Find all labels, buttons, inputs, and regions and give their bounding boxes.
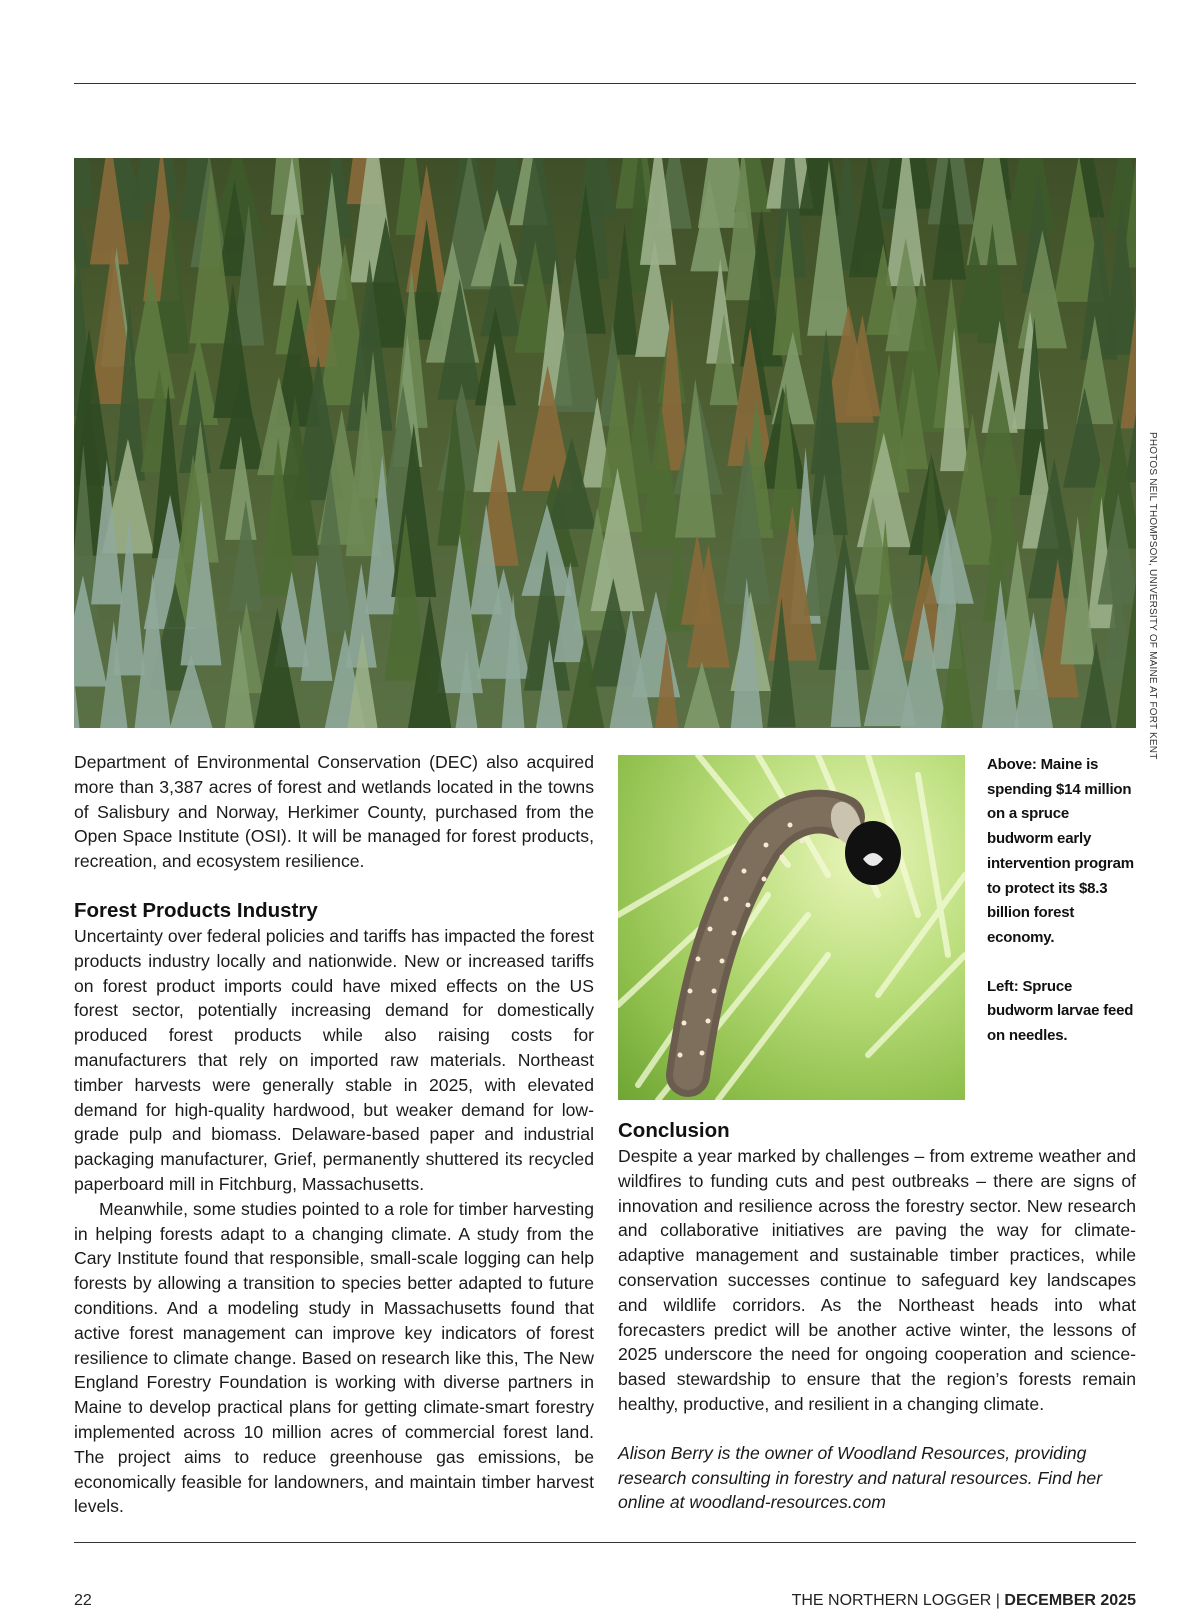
intro-paragraph: Department of Environmental Conservation (DEC) also acquired more than 3,387 acres of forest and wetlands located in the towns of Salisbury and Norway, Herkimer County, purchased from the Open Space Institute (OSI). It will be managed for forest products, recreation, and ecosystem resilience. <box>74 752 594 872</box>
spruce-budworm-larva-image <box>618 755 965 1100</box>
top-rule <box>74 83 1136 84</box>
running-footer <box>792 1592 1136 1610</box>
right-column <box>618 1118 1136 1515</box>
photo-credit: PHOTOS NEIL THOMPSON, UNIVERSITY OF MAINE AT FORT KENT <box>1147 432 1158 760</box>
forest-photo <box>74 158 1136 728</box>
conifer-forest-image <box>74 158 1136 728</box>
conclusion-paragraph: Despite a year marked by challenges – from extreme weather and wildfires to funding cuts and pest outbreaks – there are signs of innovation and resilience across the forestry sector. New research and collaborative initiatives are paving the way for climate-adaptive management and sustainable timber practices, while conservation successes continue to safeguard key landscapes and wildlife corridors. As the Northeast heads into what forecasters predict will be another active winter, the lessons of 2025 underscore the need for ongoing cooperation and science-based stewardship to ensure that the region’s forests remain healthy, productive, and resilient in a changing climate. <box>618 1146 1136 1414</box>
caption-left: Left: Spruce budworm larvae feed on needles. <box>987 977 1134 1045</box>
footer-separator: | <box>995 1592 1000 1609</box>
page-number: 22 <box>74 1592 92 1609</box>
issue-date: DECEMBER 2025 <box>1004 1592 1136 1609</box>
left-column <box>74 750 594 1519</box>
forest-products-paragraph-2: Meanwhile, some studies pointed to a role for timber harvesting in helping forests adapt to a changing climate. A study from the Cary Institute found that responsible, small-scale logging can help forests by allowing a transition to species better adapted to future conditions. And a modeling study in Massachusetts found that active forest management can improve key indicators of forest resilience to climate change. Based on research like this, The New England Forestry Foundation is working with diverse partners in Maine to develop practical plans for getting climate-smart forestry implemented across 10 million acres of commercial forest land. The project aims to reduce greenhouse gas emissions, be economically feasible for landowners, and maintain timber harvest levels. <box>74 1198 594 1517</box>
caption-above: Above: Maine is spending $14 million on a spruce budworm early intervention program to protect its $8.3 billion forest economy. <box>987 756 1134 946</box>
author-bio: Alison Berry is the owner of Woodland Resources, providing research consulting in forestry and natural resources. Find her online at woodland-resources.com <box>618 1442 1103 1513</box>
budworm-photo <box>618 755 965 1100</box>
magazine-name: THE NORTHERN LOGGER <box>791 1592 992 1609</box>
photo-caption <box>987 753 1137 1049</box>
forest-products-paragraph-1: Uncertainty over federal policies and tariffs has impacted the forest products industry locally and nationwide. New or increased tariffs on forest product imports could have mixed effects on the US forest sector, potentially increasing demand for domestically produced forest products while also raising costs for manufacturers that rely on imported raw materials. Northeast timber harvests were generally stable in 2025, with elevated demand for high-quality hardwood, but weaker demand for low-grade pulp and biomass. Delaware-based paper and industrial packaging manufacturer, Grief, permanently shuttered its recycled paperboard mill in Fitchburg, Massachusetts. <box>74 925 594 1194</box>
section-heading-conclusion: Conclusion <box>618 1119 730 1142</box>
section-heading-forest-products: Forest Products Industry <box>74 898 318 922</box>
bottom-rule <box>74 1542 1136 1543</box>
